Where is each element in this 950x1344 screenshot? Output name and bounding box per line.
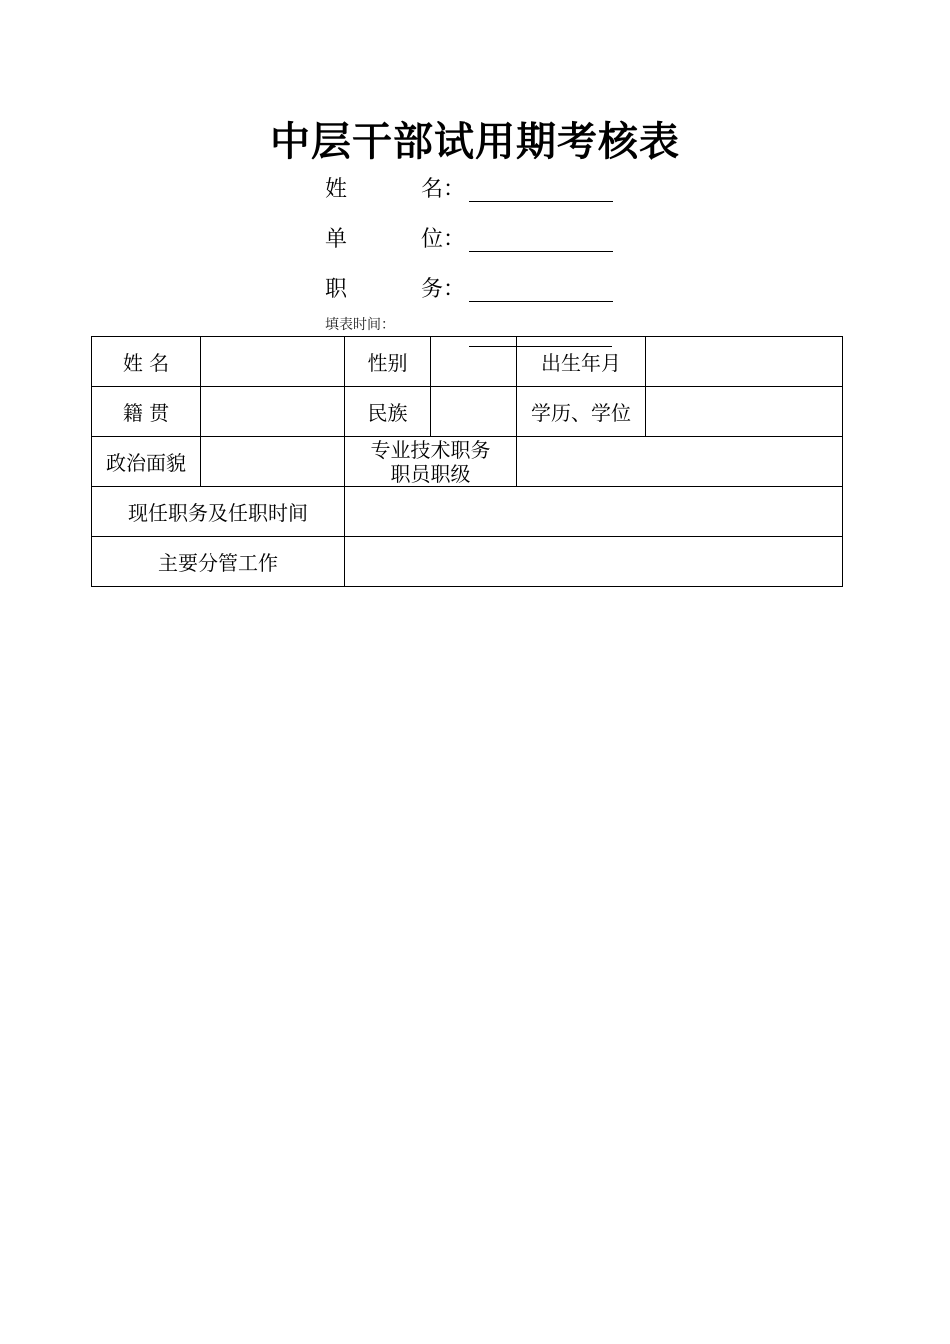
education-label-cell: 学历、学位 bbox=[517, 387, 646, 437]
page-title: 中层干部试用期考核表 bbox=[270, 119, 680, 165]
professional-title-line2: 职员职级 bbox=[390, 461, 471, 486]
origin-label-cell: 籍 贯 bbox=[92, 387, 201, 437]
table-row bbox=[92, 387, 843, 437]
position-field-label bbox=[325, 272, 465, 303]
name-input-line[interactable] bbox=[469, 173, 613, 202]
current-post-value-cell[interactable] bbox=[345, 487, 843, 537]
name-label-cell: 姓 名 bbox=[92, 337, 201, 387]
gender-value-cell[interactable] bbox=[431, 337, 517, 387]
name-value-cell[interactable] bbox=[201, 337, 345, 387]
main-work-label-cell: 主要分管工作 bbox=[92, 537, 345, 587]
professional-title-line1: 专业技术职务 bbox=[370, 437, 491, 462]
ethnic-label-cell: 民族 bbox=[345, 387, 431, 437]
current-post-label-cell: 现任职务及任职时间 bbox=[92, 487, 345, 537]
ethnic-value-cell[interactable] bbox=[431, 387, 517, 437]
political-value-cell[interactable] bbox=[201, 437, 345, 487]
table-row bbox=[92, 537, 843, 587]
position-label-char2: 务： bbox=[420, 276, 465, 302]
assessment-form-table bbox=[91, 336, 843, 587]
name-label-char2: 名： bbox=[420, 176, 465, 202]
unit-input-line[interactable] bbox=[469, 223, 613, 252]
origin-value-cell[interactable] bbox=[201, 387, 345, 437]
table-row bbox=[92, 487, 843, 537]
education-value-cell[interactable] bbox=[646, 387, 843, 437]
unit-label-char2: 位： bbox=[420, 226, 465, 252]
professional-title-value-cell[interactable] bbox=[517, 437, 843, 487]
main-work-value-cell[interactable] bbox=[345, 537, 843, 587]
fill-time-label: 填表时间： bbox=[325, 317, 395, 333]
gender-label-cell: 性别 bbox=[345, 337, 431, 387]
position-field-row bbox=[325, 271, 613, 303]
table-row bbox=[92, 437, 843, 487]
position-label-char1: 职 bbox=[325, 276, 348, 302]
political-label-cell: 政治面貌 bbox=[92, 437, 201, 487]
unit-label-char1: 单 bbox=[325, 226, 348, 252]
birth-value-cell[interactable] bbox=[646, 337, 843, 387]
name-label-char1: 姓 bbox=[325, 176, 348, 202]
position-input-line[interactable] bbox=[469, 273, 613, 302]
unit-field-label bbox=[325, 222, 465, 253]
name-field-label bbox=[325, 172, 465, 203]
name-field-row bbox=[325, 171, 613, 203]
professional-title-label-cell bbox=[345, 437, 517, 487]
unit-field-row bbox=[325, 221, 613, 253]
table-row bbox=[92, 337, 843, 387]
birth-label-cell: 出生年月 bbox=[517, 337, 646, 387]
